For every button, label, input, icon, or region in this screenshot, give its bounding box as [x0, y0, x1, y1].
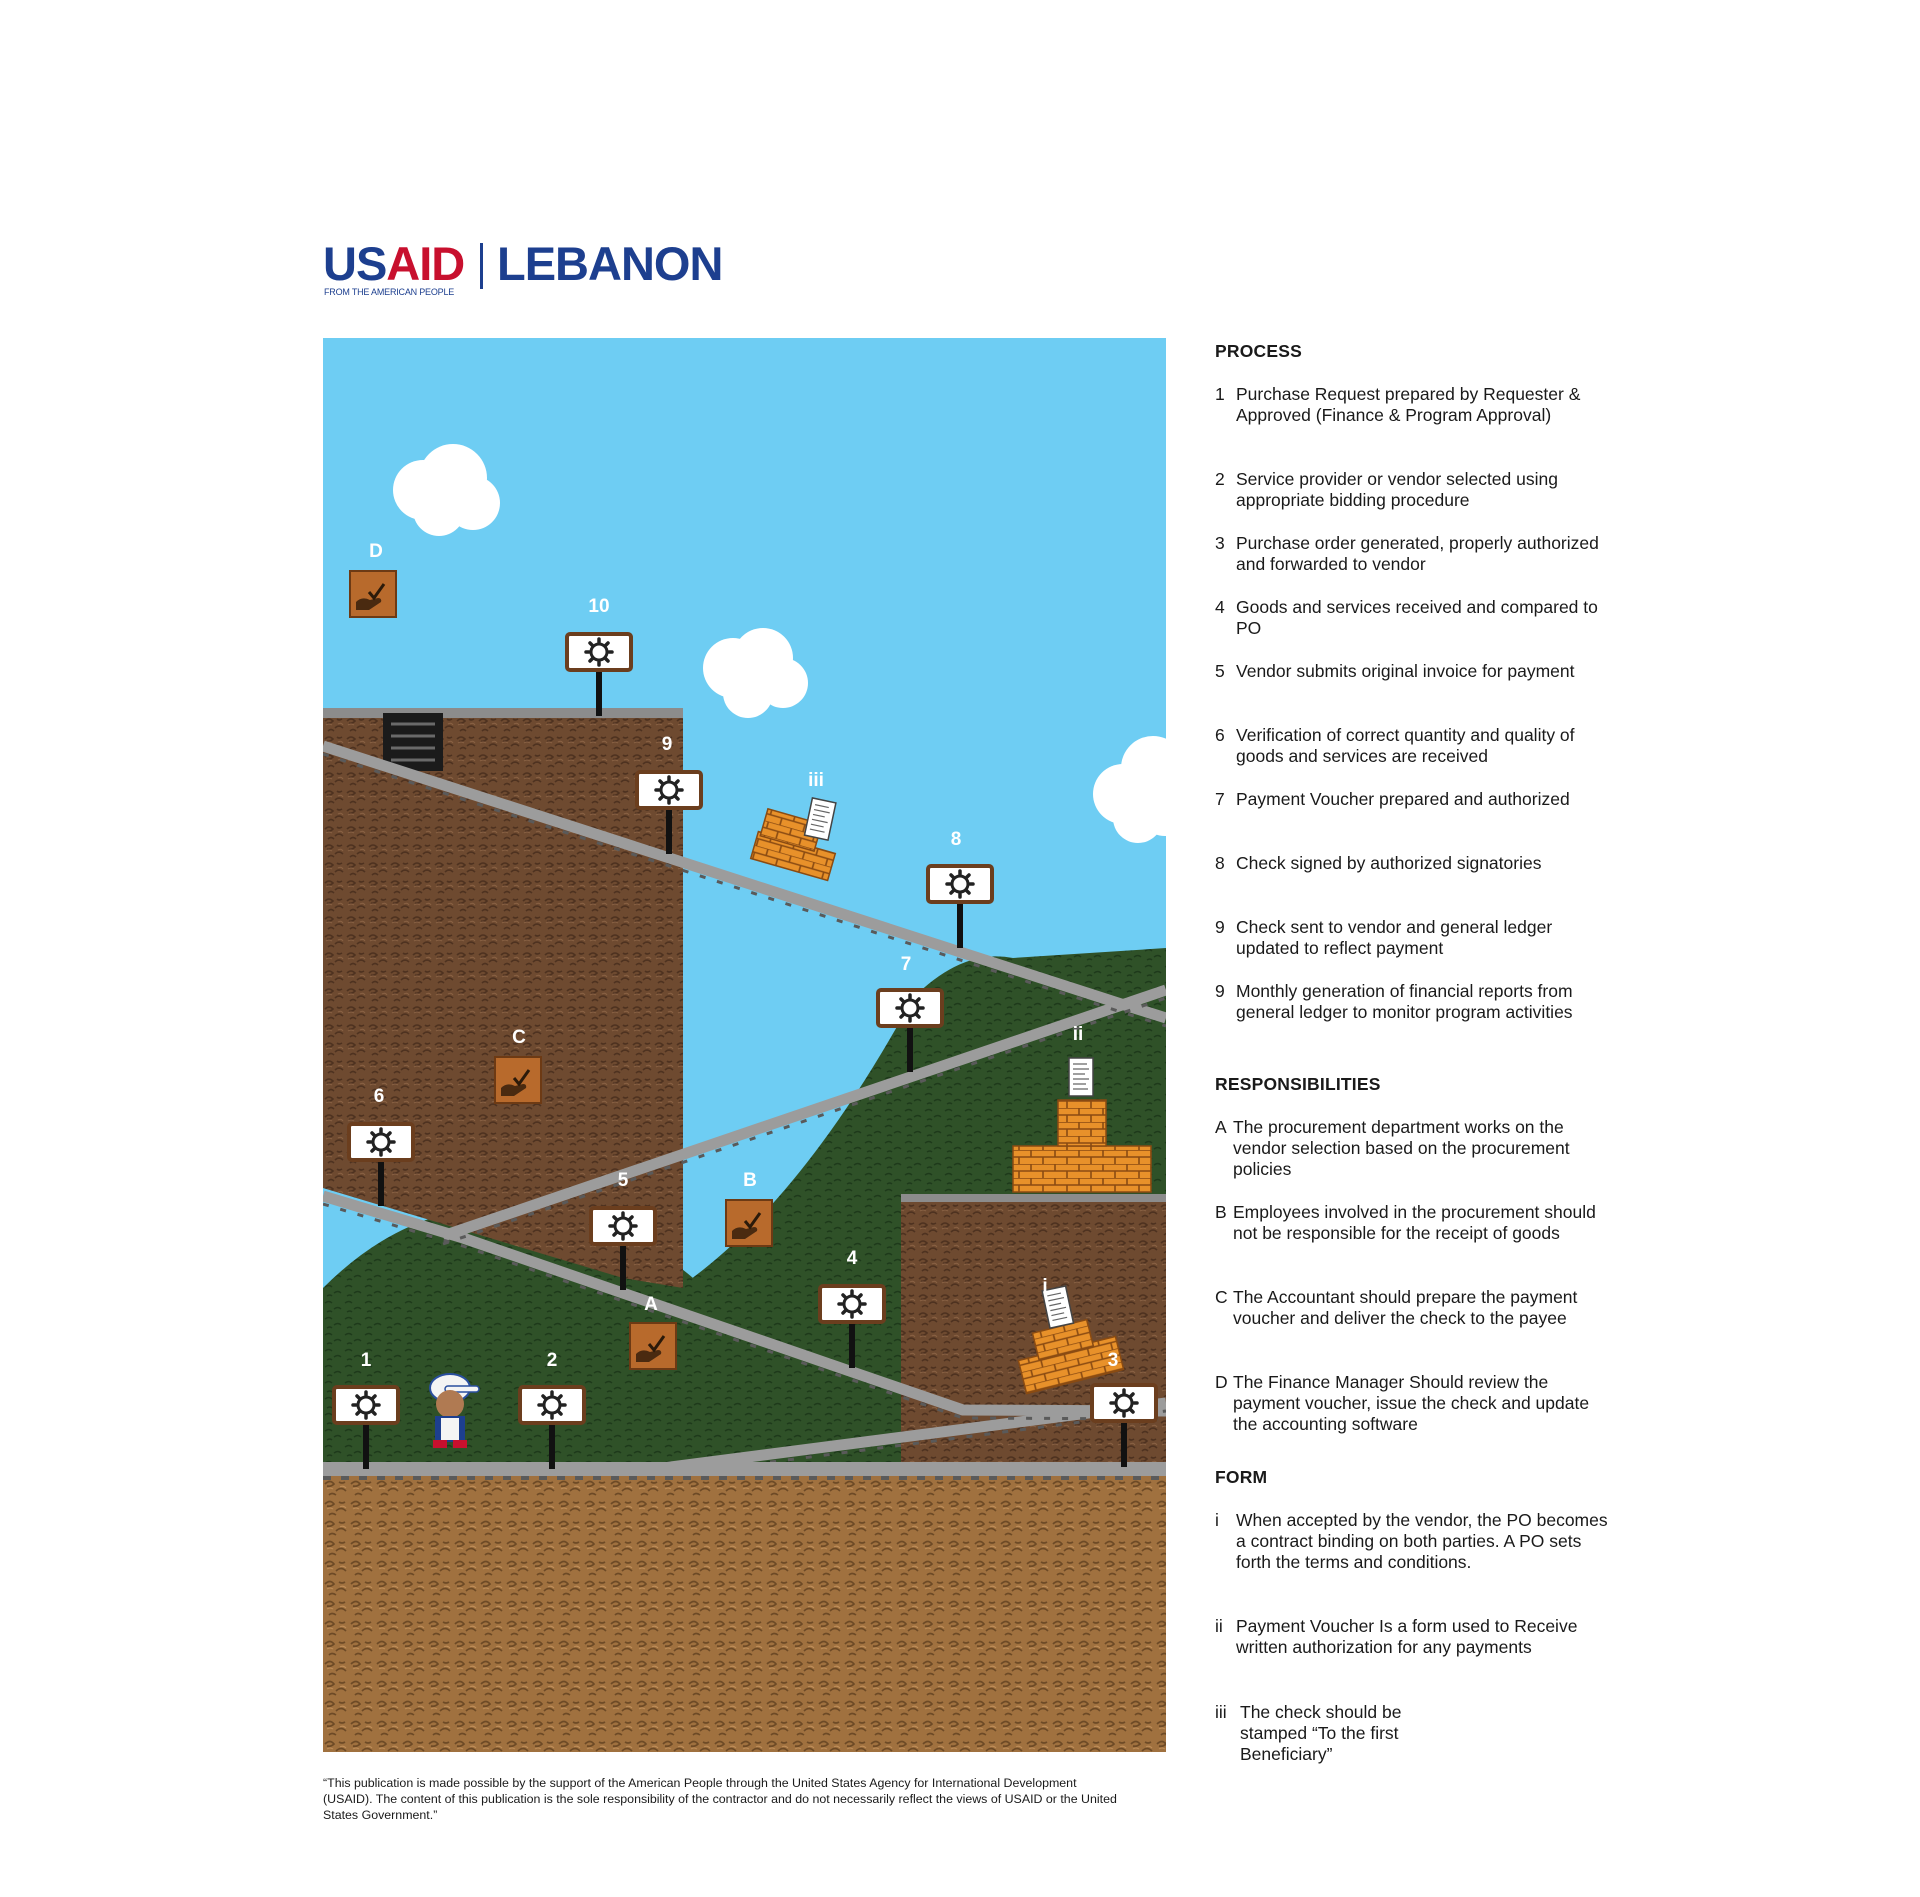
responsibilities-title: RESPONSIBILITIES	[1215, 1074, 1381, 1094]
form-document-ii	[1069, 1058, 1093, 1096]
logo-divider	[480, 243, 483, 289]
label-sign-5: 5	[617, 1170, 629, 1191]
label-box-a: A	[644, 1294, 658, 1315]
label-sign-9: 9	[661, 734, 673, 755]
label-sign-1: 1	[360, 1350, 372, 1371]
block-top-edge	[901, 1194, 1166, 1202]
label-sign-8: 8	[950, 829, 962, 850]
procurement-game-scene	[323, 338, 1166, 1752]
label-form-iii: iii	[808, 770, 824, 791]
logo-tagline: FROM THE AMERICAN PEOPLE	[324, 287, 455, 297]
label-sign-7: 7	[900, 954, 912, 975]
process-title: PROCESS	[1215, 341, 1302, 361]
label-form-i: i	[1042, 1276, 1048, 1297]
logo-country: LEBANON	[497, 237, 723, 290]
label-form-ii: ii	[1072, 1024, 1084, 1045]
box-d	[350, 571, 396, 617]
disclaimer-footer: “This publication is made possible by the support of the American People through the United States Agency for International Development (USAID). The content of this publication is the sole responsibility of the contractor and do not necessarily reflect the views of USAID or the United States Government.”	[323, 1776, 1117, 1822]
ground-rail	[323, 1462, 1166, 1476]
usaid-wordmark: USAID	[323, 237, 465, 290]
label-sign-2: 2	[546, 1350, 558, 1371]
ladder	[383, 713, 443, 771]
label-box-b: B	[743, 1170, 757, 1191]
box-a	[630, 1323, 676, 1369]
label-sign-4: 4	[846, 1248, 858, 1269]
label-sign-6: 6	[373, 1086, 385, 1107]
label-box-c: C	[512, 1027, 526, 1048]
form-title: FORM	[1215, 1467, 1268, 1487]
box-b	[726, 1200, 772, 1246]
label-sign-10: 10	[588, 596, 610, 617]
ground	[323, 1468, 1166, 1752]
label-box-d: D	[369, 541, 383, 562]
box-c	[495, 1057, 541, 1103]
label-sign-3: 3	[1107, 1350, 1119, 1371]
cliff-top-edge	[323, 708, 683, 718]
